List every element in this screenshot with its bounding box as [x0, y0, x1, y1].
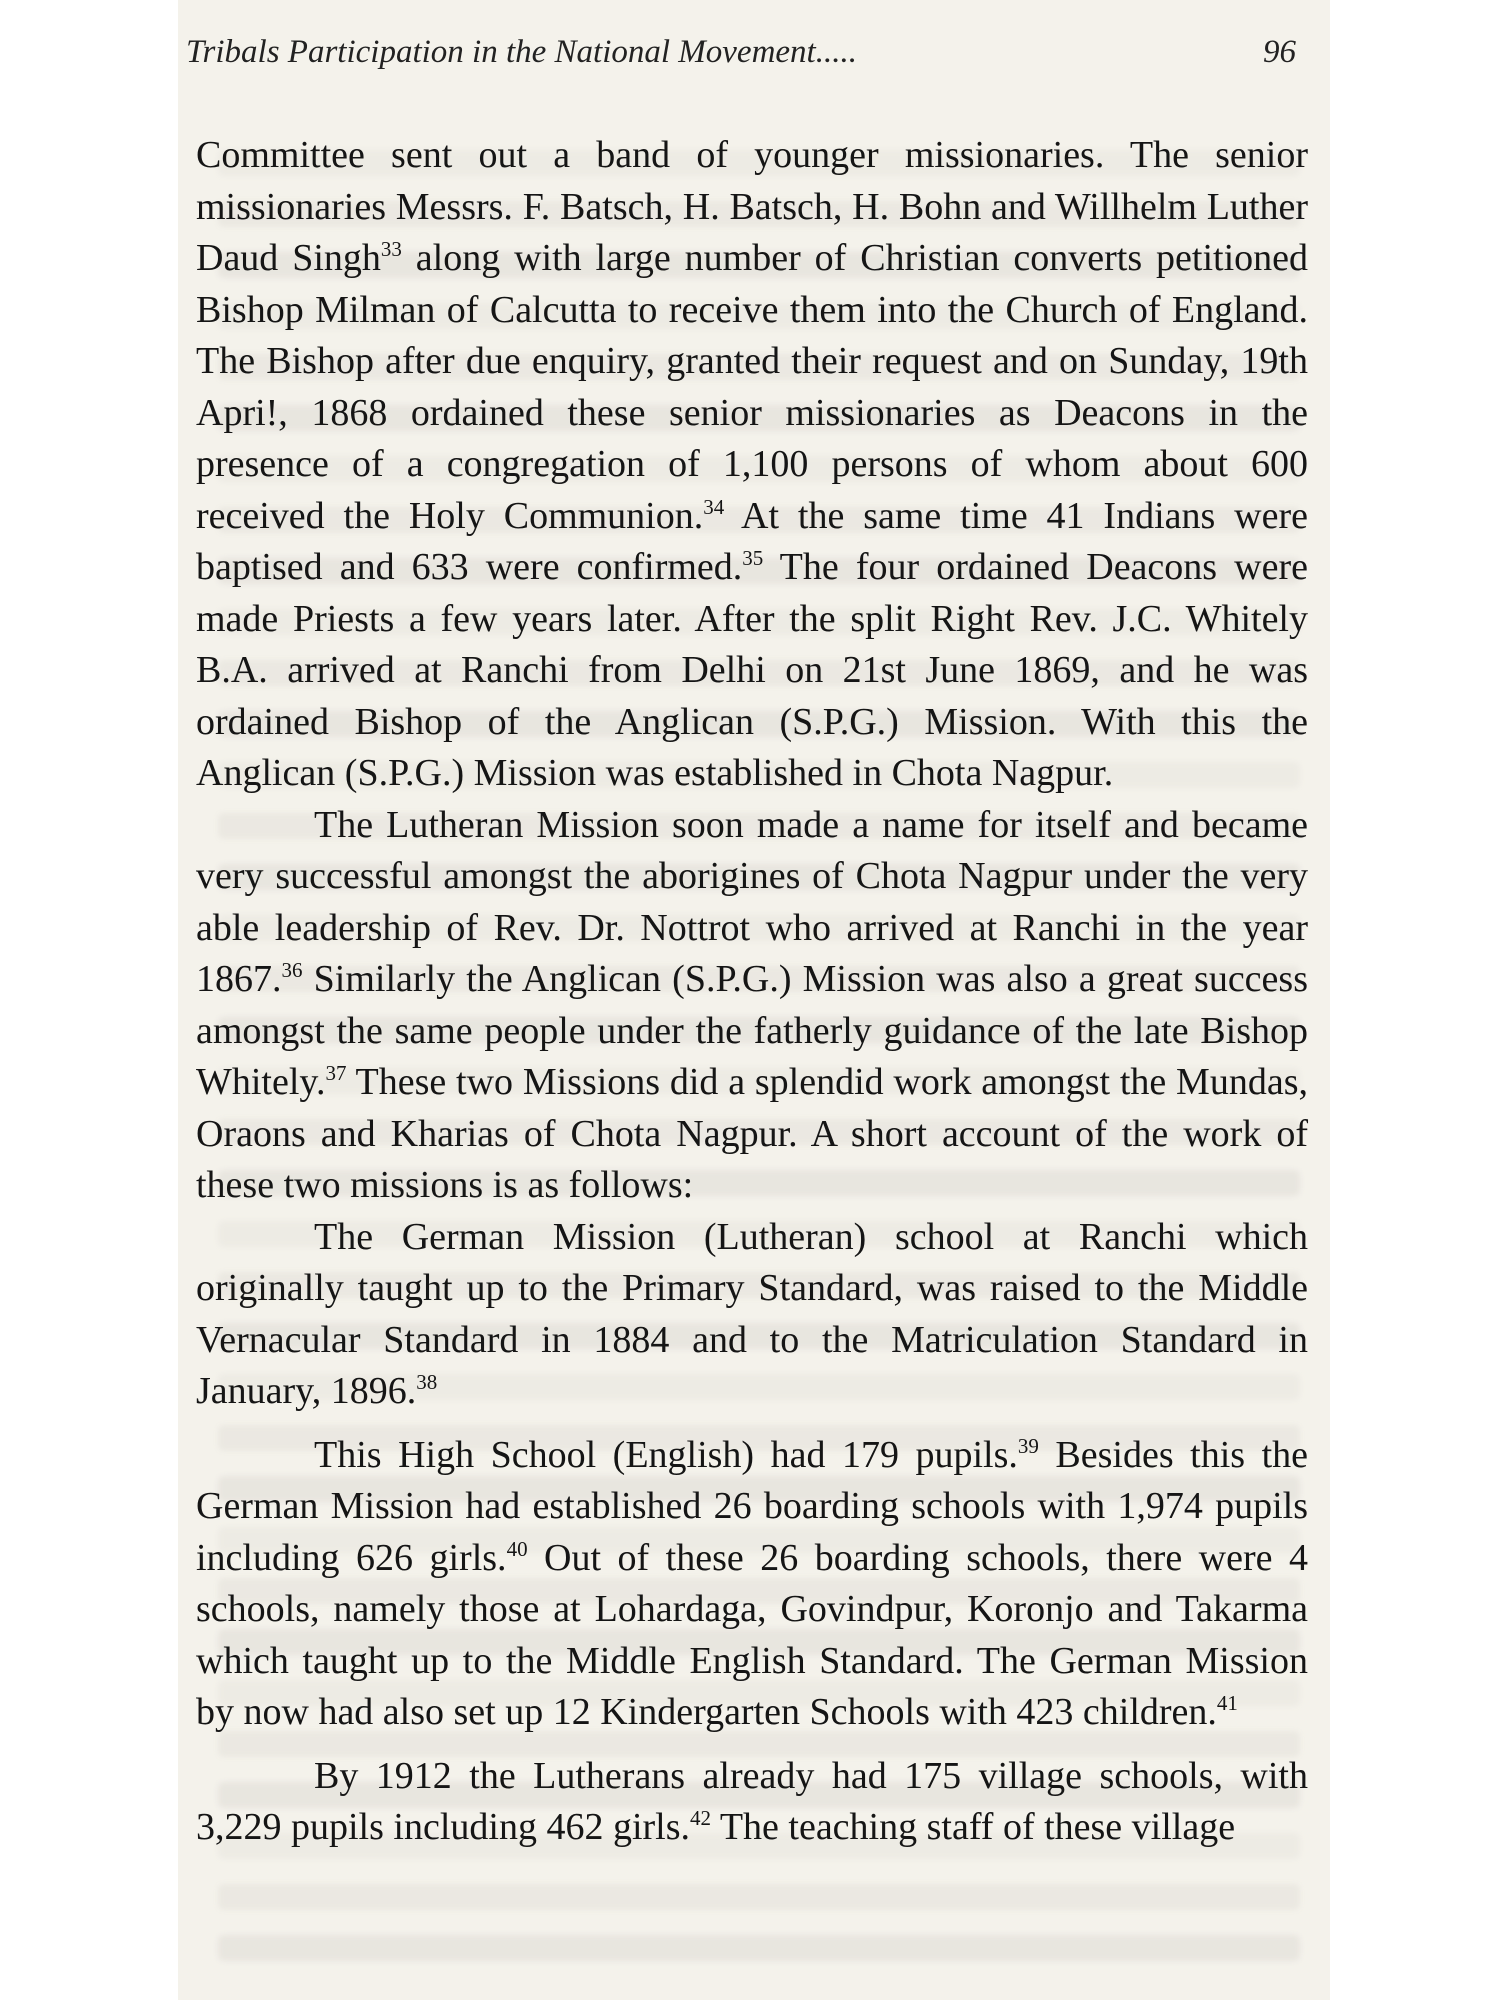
footnote-ref: 35	[742, 546, 764, 570]
paragraph	[196, 1430, 1308, 1739]
footnote-ref: 39	[1017, 1433, 1039, 1458]
paragraph	[196, 130, 1308, 800]
text-run: Committee sent out a band of younger missionaries. The senior missionaries Messrs. F. Batsch, H. Batsch, H. Bohn and Willhelm Luther Daud Singh	[196, 134, 1308, 279]
footnote-ref: 40	[506, 1536, 528, 1561]
text-run: The four ordained Deacons were made Priests a few years later. After the split Right Rev. J.C. Whitely B.A. arrived at Ranchi from Delhi on 21st June 1869, and he was ordained Bishop of the Anglican (S.P.G.) Mission. With this the Anglican (S.P.G.) Mission was established in Chota Nagpur.	[196, 546, 1308, 794]
text-run: The Lutheran Mission soon made a name for itself and became very successful amongst the aborigines of Chota Nagpur under the very able leadership of Rev. Dr. Nottrot who arrived at Ranchi in the year 1867.	[196, 803, 1308, 1000]
book-page	[178, 0, 1330, 2000]
text-run: The German Mission (Lutheran) school at Ranchi which originally taught up to the Primary Standard, was raised to the Middle Vernacular Standard in 1884 and to the Matriculation Standard in January, 1896.	[196, 1215, 1308, 1412]
footnote-ref: 41	[1216, 1691, 1238, 1715]
footnote-ref: 36	[281, 958, 303, 982]
text-run: along with large number of Christian converts petitioned Bishop Milman of Calcutta to receive them into the Church of England. The Bishop after due enquiry, granted their request and on Sunday, 19th Apri!, 1868 ordained these senior missionaries as Deacons in the presence of a congregation of 1,100 persons of whom about 600 received the Holy Communion.	[196, 237, 1308, 537]
text-run: By 1912 the Lutherans already had 175 village schools, with 3,229 pupils including 462 girls.	[196, 1754, 1308, 1848]
body-text	[196, 130, 1308, 1854]
text-run: Similarly the Anglican (S.P.G.) Mission was also a great success amongst the same people under the fatherly guidance of the late Bishop Whitely.	[196, 958, 1308, 1103]
text-run: At the same time 41 Indians were baptised and 633 were confirmed.	[196, 494, 1309, 588]
footnote-ref: 38	[416, 1370, 438, 1394]
footnote-ref: 33	[380, 237, 402, 261]
text-run: The teaching staff of these village	[711, 1806, 1236, 1848]
text-run: Besides this the German Mission had established 26 boarding schools with 1,974 pupils including 626 girls.	[196, 1433, 1308, 1579]
footnote-ref: 34	[703, 494, 725, 519]
footnote-ref: 42	[690, 1806, 711, 1830]
paragraph	[196, 1751, 1308, 1854]
text-run: Out of these 26 boarding schools, there were 4 schools, namely those at Lohardaga, Govindpur, Koronjo and Takarma which taught up to the Middle English Standard. The German Mission by now had also set up 12 Kindergarten Schools with 423 children.	[196, 1536, 1308, 1733]
running-header	[178, 30, 1330, 76]
running-title: Tribals Participation in the National Movement.....	[186, 34, 857, 70]
text-run: This High School (English) had 179 pupils.	[314, 1433, 1018, 1476]
paragraph	[196, 1212, 1308, 1418]
paragraph	[196, 800, 1308, 1212]
footnote-ref: 37	[325, 1061, 347, 1085]
text-run: These two Missions did a splendid work amongst the Mundas, Oraons and Kharias of Chota Nagpur. A short account of the work of these two missions is as follows:	[196, 1061, 1308, 1206]
page-number: 96	[1263, 34, 1296, 70]
